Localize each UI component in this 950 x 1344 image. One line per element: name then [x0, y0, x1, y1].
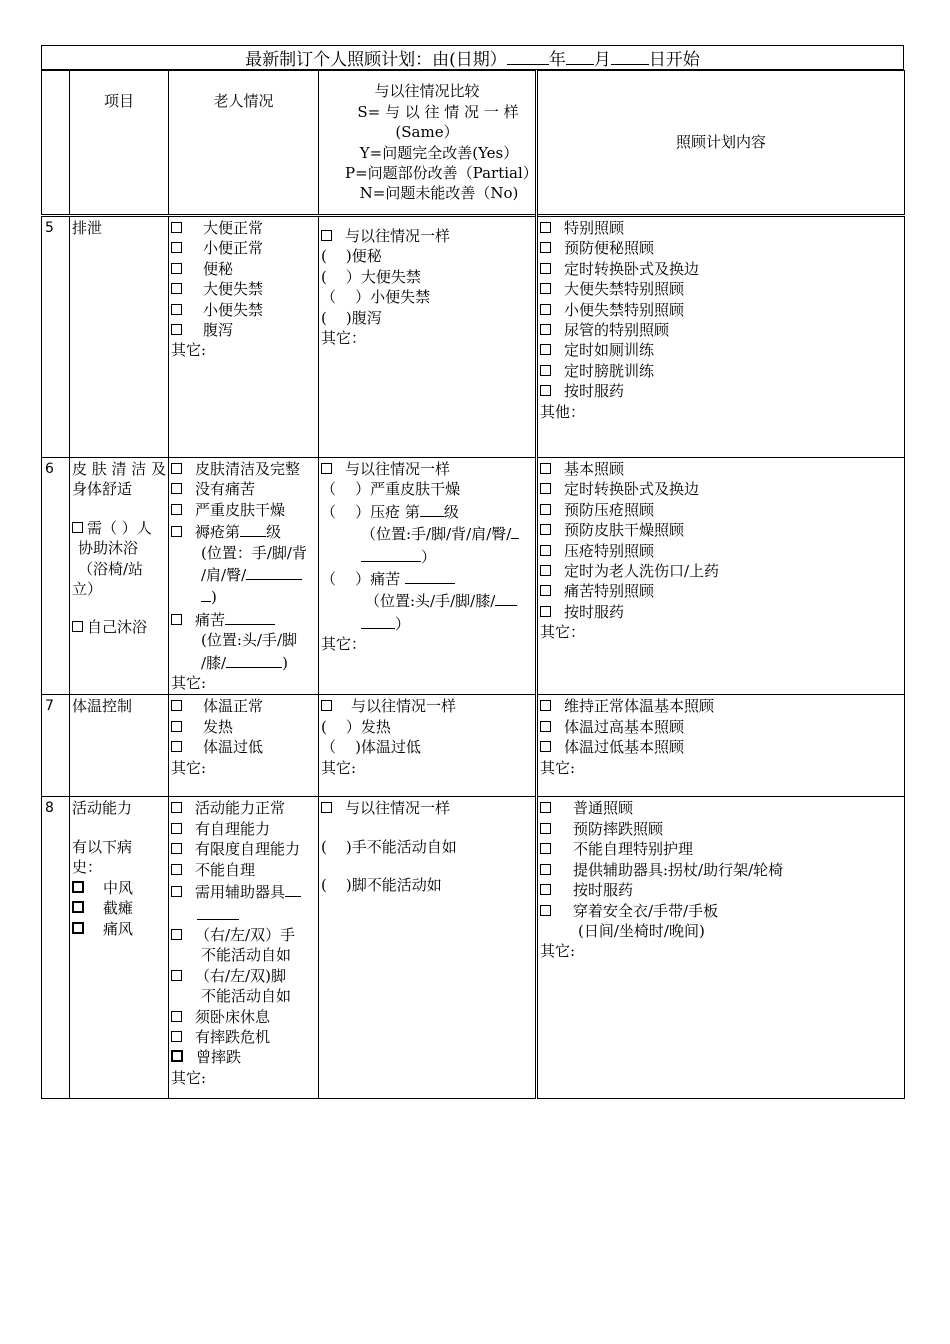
plan-title — [41, 45, 904, 70]
checkbox-icon[interactable] — [540, 524, 551, 535]
compare-option[interactable]: （ ）严重皮肤干燥 — [321, 480, 461, 499]
plan-option[interactable]: 基本照顾 — [540, 459, 902, 479]
position-blank[interactable] — [361, 545, 421, 562]
checkbox-icon[interactable] — [540, 504, 551, 515]
checkbox-icon[interactable] — [540, 385, 551, 396]
elder-option[interactable]: 需用辅助器具 — [171, 880, 316, 902]
header-compare — [319, 71, 537, 216]
checkbox-icon[interactable] — [540, 823, 551, 834]
header-plan: 照顾计划内容 — [537, 71, 905, 216]
plan-content — [537, 695, 905, 797]
compare-option[interactable]: ( )手不能活动自如 — [321, 837, 457, 856]
compare-option[interactable]: ( )脚不能活动如 — [321, 876, 442, 895]
compare-option[interactable]: ( ）发热 — [321, 717, 391, 736]
plan-option[interactable]: 尿管的特别照顾 — [540, 320, 902, 340]
compare-option[interactable]: （ ）小便失禁 — [321, 288, 431, 307]
plan-option[interactable]: 按时服药 — [540, 880, 902, 900]
checkbox-icon[interactable] — [321, 700, 332, 711]
checkbox-icon[interactable] — [540, 483, 551, 494]
checkbox-icon[interactable] — [171, 263, 182, 274]
history-option[interactable]: 痛风 — [72, 919, 166, 939]
plan-option[interactable]: 按时服药 — [540, 602, 902, 622]
compare-s: S= 与 以 往 情 况 一 样 — [357, 102, 519, 121]
elder-other: 其它: — [171, 341, 207, 360]
plan-option[interactable]: 普通照顾 — [540, 798, 902, 818]
row-mobility — [42, 797, 905, 1099]
checkbox-icon[interactable] — [540, 585, 551, 596]
row-skin-care — [42, 458, 905, 695]
compare-status: 与以往情况一样 （ ）严重皮肤干燥 （ ）压疮 第 级 （位置:手/脚/背/肩/臀/ ） （ ）痛苦 （位置:头/手/脚/膝/ ） 其它： — [319, 458, 537, 695]
header-item: 项目 — [70, 71, 169, 216]
checkbox-icon[interactable] — [321, 802, 332, 813]
checkbox-icon[interactable] — [540, 700, 551, 711]
elder-option[interactable]: 褥疮第 级 — [171, 520, 316, 542]
plan-option[interactable]: 定时转换卧式及换边 — [540, 479, 902, 499]
plan-option[interactable]: 定时膀胱训练 — [540, 361, 902, 381]
checkbox-icon[interactable] — [171, 324, 182, 335]
compare-status — [319, 797, 537, 1099]
row-item: 体温控制 — [70, 695, 169, 797]
elder-option[interactable]: 没有痛苦 — [171, 479, 316, 499]
elder-status: 皮肤清洁及完整 没有痛苦 严重皮肤干燥 褥疮第 级 (位置：手/脚/背 /肩/臀/ ) 痛苦 (位置:头/手/脚 /膝/ ) 其它: — [169, 458, 319, 695]
elder-option[interactable]: （右/左/双)脚 — [171, 966, 316, 986]
compare-n: N=问题未能改善（No) — [359, 184, 519, 203]
checkbox-icon[interactable] — [540, 263, 551, 274]
row-number: 6 — [42, 458, 70, 695]
elder-status: 活动能力正常 有自理能力 有限度自理能力 不能自理 需用辅助器具 （右/左/双）手 不能活动自如 （右/左/双)脚 不能活动自如 须卧床休息 有摔跌危机 曾摔跌 其它: — [169, 797, 319, 1099]
title-day: 日开始 — [648, 50, 700, 70]
checkbox-icon[interactable] — [171, 614, 182, 625]
row-number: 8 — [42, 797, 70, 1099]
checkbox-icon[interactable] — [171, 721, 182, 732]
plan-other: 其它： — [540, 623, 586, 642]
plan-other: 其他： — [540, 402, 586, 421]
checkbox-icon[interactable] — [171, 283, 182, 294]
checkbox-icon[interactable] — [72, 922, 84, 934]
plan-option[interactable]: 体温过高基本照顾 — [540, 717, 902, 737]
checkbox-icon[interactable] — [540, 365, 551, 376]
plan-option[interactable]: 预防压疮照顾 — [540, 500, 902, 520]
elder-option[interactable]: 有限度自理能力 — [171, 839, 316, 859]
checkbox-icon[interactable] — [171, 700, 182, 711]
checkbox-icon[interactable] — [540, 802, 551, 813]
elder-option[interactable]: 大便失禁 — [171, 279, 316, 299]
checkbox-icon[interactable] — [540, 344, 551, 355]
checkbox-icon[interactable] — [540, 463, 551, 474]
checkbox-icon[interactable] — [540, 905, 551, 916]
compare-y: Y=问题完全改善(Yes） — [359, 143, 519, 162]
row-number: 7 — [42, 695, 70, 797]
checkbox-icon[interactable] — [72, 522, 83, 533]
plan-option[interactable]: 痛苦特别照顾 — [540, 581, 902, 601]
plan-option[interactable]: 按时服药 — [540, 381, 902, 401]
checkbox-icon[interactable] — [72, 881, 84, 893]
checkbox-icon[interactable] — [171, 504, 182, 515]
compare-option[interactable]: ( )腹泻 — [321, 308, 382, 327]
checkbox-icon[interactable] — [171, 864, 182, 875]
checkbox-icon[interactable] — [171, 526, 182, 537]
elder-status — [169, 695, 319, 797]
self-bath-option[interactable]: 自己沐浴 — [72, 617, 166, 637]
checkbox-icon[interactable] — [171, 1050, 183, 1062]
compare-status — [319, 695, 537, 797]
checkbox-icon[interactable] — [171, 970, 182, 981]
checkbox-icon[interactable] — [171, 1031, 182, 1042]
header-row — [42, 71, 905, 216]
grade-blank[interactable] — [420, 500, 444, 517]
elder-other: 其它: — [171, 674, 207, 693]
elder-option[interactable]: 有自理能力 — [171, 819, 316, 839]
plan-option[interactable]: 预防便秘照顾 — [540, 238, 902, 258]
compare-p: P=问题部份改善（Partial） — [345, 163, 538, 182]
elder-option[interactable]: 体温过低 — [171, 737, 316, 757]
checkbox-icon[interactable] — [171, 843, 182, 854]
compare-other: 其它： — [321, 329, 367, 348]
history-option[interactable]: 中风 — [72, 878, 166, 898]
care-plan-sheet — [41, 45, 904, 1099]
header-num — [42, 71, 70, 216]
pain-blank[interactable] — [405, 567, 455, 584]
elder-other: 其它: — [171, 758, 207, 777]
checkbox-icon[interactable] — [171, 463, 182, 474]
checkbox-icon[interactable] — [321, 463, 332, 474]
plan-option[interactable]: 特别照顾 — [540, 218, 902, 238]
compare-option[interactable]: （ ）痛苦 — [321, 567, 533, 589]
elder-option[interactable]: 活动能力正常 — [171, 798, 316, 818]
title-prefix: 最新制订个人照顾计划：由(日期） — [245, 50, 507, 70]
year-blank[interactable] — [507, 46, 549, 65]
checkbox-icon[interactable] — [171, 886, 182, 897]
care-plan-table — [41, 70, 905, 1099]
elder-option[interactable]: 体温正常 — [171, 696, 316, 716]
elder-option[interactable]: 严重皮肤干燥 — [171, 500, 316, 520]
row-item: 活动能力 有以下病 史： 中风 截瘫 痛风 — [70, 797, 169, 1099]
elder-other: 其它: — [171, 1068, 207, 1087]
plan-other: 其它: — [540, 942, 576, 961]
elder-option[interactable]: 发热 — [171, 717, 316, 737]
checkbox-icon[interactable] — [540, 304, 551, 315]
plan-option[interactable]: 大便失禁特别照顾 — [540, 279, 902, 299]
compare-other: 其它： — [321, 635, 367, 654]
checkbox-icon[interactable] — [171, 242, 182, 253]
pain-position-blank[interactable] — [226, 651, 282, 668]
checkbox-icon[interactable] — [540, 741, 551, 752]
checkbox-icon[interactable] — [540, 283, 551, 294]
plan-option[interactable]: 压疮特别照顾 — [540, 541, 902, 561]
row-temperature — [42, 695, 905, 797]
plan-option[interactable]: 预防皮肤干燥照顾 — [540, 520, 902, 540]
compare-option[interactable]: 与以往情况一样 — [321, 226, 533, 246]
elder-status — [169, 216, 319, 458]
checkbox-icon[interactable] — [171, 823, 182, 834]
elder-option[interactable]: （右/左/双）手 — [171, 925, 316, 945]
elder-option[interactable]: 曾摔跌 — [171, 1047, 316, 1067]
compare-option[interactable]: 与以往情况一样 — [321, 459, 533, 479]
plan-option[interactable]: 预防摔跌照顾 — [540, 819, 902, 839]
plan-option[interactable]: 维持正常体温基本照顾 — [540, 696, 902, 716]
day-blank[interactable] — [611, 46, 649, 65]
position-blank[interactable] — [246, 563, 302, 580]
plan-other: 其它: — [540, 758, 576, 777]
month-blank[interactable] — [566, 46, 594, 65]
plan-content — [537, 216, 905, 458]
elder-option[interactable]: 有摔跌危机 — [171, 1027, 316, 1047]
title-month: 月 — [593, 50, 611, 70]
history-option[interactable]: 截瘫 — [72, 898, 166, 918]
row-excretion — [42, 216, 905, 458]
row-item: 皮 肤 清 洁 及 身体舒适 需（ ）人 协助沐浴 （浴椅/站 立） 自己沐浴 — [70, 458, 169, 695]
plan-option[interactable]: 体温过低基本照顾 — [540, 737, 902, 757]
checkbox-icon[interactable] — [171, 802, 182, 813]
plan-option[interactable]: 不能自理特别护理 — [540, 839, 902, 859]
elder-option[interactable]: 大便正常 — [171, 218, 316, 238]
compare-title: 与以往情况比较 — [374, 82, 480, 101]
aid-blank[interactable] — [197, 903, 239, 920]
compare-s2: (Same） — [395, 123, 459, 142]
pain-position-blank[interactable] — [361, 612, 395, 629]
elder-option[interactable]: 小便失禁 — [171, 300, 316, 320]
checkbox-icon[interactable] — [171, 483, 182, 494]
compare-option[interactable]: 与以往情况一样 — [321, 798, 533, 818]
elder-option[interactable]: 不能自理 — [171, 860, 316, 880]
checkbox-icon[interactable] — [540, 565, 551, 576]
elder-option[interactable]: 皮肤清洁及完整 — [171, 459, 316, 479]
plan-option[interactable]: 定时转换卧式及换边 — [540, 259, 902, 279]
compare-option[interactable]: 与以往情况一样 — [321, 696, 533, 716]
elder-option[interactable]: 腹泻 — [171, 320, 316, 340]
plan-option[interactable]: 定时如厕训练 — [540, 340, 902, 360]
checkbox-icon[interactable] — [540, 884, 551, 895]
title-year: 年 — [548, 50, 566, 70]
checkbox-icon[interactable] — [72, 901, 84, 913]
plan-option[interactable]: 提供辅助器具:拐杖/助行架/轮椅 — [540, 860, 902, 880]
compare-option[interactable]: （ ）压疮 第 级 — [321, 500, 533, 522]
checkbox-icon[interactable] — [540, 242, 551, 253]
checkbox-icon[interactable] — [171, 1011, 182, 1022]
elder-option[interactable]: 小便正常 — [171, 238, 316, 258]
checkbox-icon[interactable] — [540, 864, 551, 875]
compare-status — [319, 216, 537, 458]
checkbox-icon[interactable] — [540, 545, 551, 556]
row-item: 排泄 — [70, 216, 169, 458]
checkbox-icon[interactable] — [171, 222, 182, 233]
compare-option[interactable]: （ )体温过低 — [321, 738, 421, 757]
bath-assist-option[interactable]: 需（ ）人 — [72, 518, 166, 538]
plan-option[interactable]: 定时为老人洗伤口/上药 — [540, 561, 902, 581]
checkbox-icon[interactable] — [321, 230, 332, 241]
plan-content: 普通照顾 预防摔跌照顾 不能自理特别护理 提供辅助器具:拐杖/助行架/轮椅 按时服药 穿着安全衣/手带/手板 (日间/坐椅时/晚间) 其它: — [537, 797, 905, 1099]
elder-option[interactable]: 便秘 — [171, 259, 316, 279]
row-number: 5 — [42, 216, 70, 458]
checkbox-icon[interactable] — [540, 843, 551, 854]
grade-blank[interactable] — [240, 520, 266, 537]
checkbox-icon[interactable] — [171, 929, 182, 940]
elder-option[interactable]: 痛苦 — [171, 608, 316, 630]
plan-option[interactable]: 小便失禁特别照顾 — [540, 300, 902, 320]
checkbox-icon[interactable] — [72, 621, 83, 632]
compare-option[interactable]: ( ）大便失禁 — [321, 267, 421, 286]
compare-option[interactable]: ( )便秘 — [321, 247, 382, 266]
checkbox-icon[interactable] — [540, 721, 551, 732]
checkbox-icon[interactable] — [540, 222, 551, 233]
pain-blank[interactable] — [225, 608, 275, 625]
checkbox-icon[interactable] — [540, 324, 551, 335]
plan-option[interactable]: 穿着安全衣/手带/手板 — [540, 901, 902, 921]
plan-content — [537, 458, 905, 695]
compare-other: 其它: — [321, 758, 357, 777]
header-elder: 老人情况 — [169, 71, 319, 216]
checkbox-icon[interactable] — [171, 741, 182, 752]
elder-option[interactable]: 须卧床休息 — [171, 1007, 316, 1027]
checkbox-icon[interactable] — [540, 606, 551, 617]
checkbox-icon[interactable] — [171, 304, 182, 315]
